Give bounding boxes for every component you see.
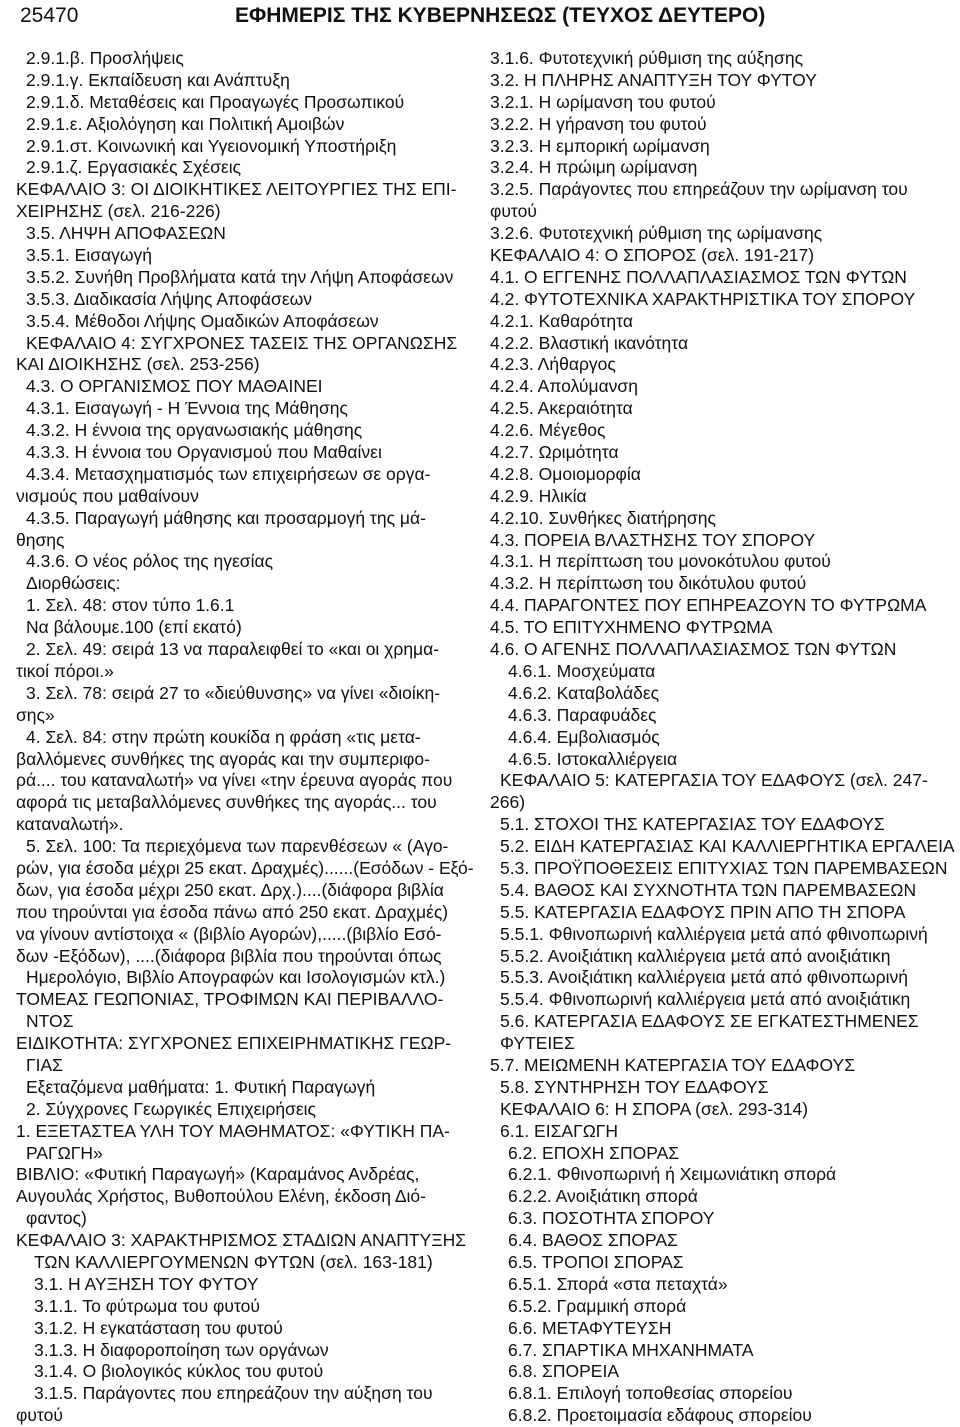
right-column-line: 4.2.7. Ωριμότητα: [490, 442, 619, 463]
left-column-line: ΝΤΟΣ: [26, 1011, 74, 1032]
right-column-line: ΚΕΦΑΛΑΙΟ 4: Ο ΣΠΟΡΟΣ (σελ. 191-217): [490, 245, 815, 266]
left-column-line: Ημερολόγιο, Βιβλίο Απογραφών και Ισολογισμών κτλ.): [26, 967, 446, 988]
left-column-line: 2. Σελ. 49: σειρά 13 να παραλειφθεί το «και οι χρημα-: [26, 639, 440, 660]
left-column-line: 3.1.4. Ο βιολογικός κύκλος του φυτού: [34, 1361, 324, 1382]
right-column-line: 6.8.1. Επιλογή τοποθεσίας σπορείου: [508, 1383, 793, 1404]
left-column-line: 4.3.1. Εισαγωγή - Η Έννοια της Μάθησης: [26, 398, 348, 419]
left-column-line: 4. Σελ. 84: στην πρώτη κουκίδα η φράση «τις μετα-: [26, 726, 421, 747]
left-column-line: 3.1.1. Το φύτρωμα του φυτού: [34, 1295, 260, 1316]
left-column-line: 3.1.3. Η διαφοροποίηση των οργάνων: [34, 1339, 329, 1360]
right-column: [490, 48, 960, 1427]
left-column-line: 3.5. ΛΗΨΗ ΑΠΟΦΑΣΕΩΝ: [26, 223, 226, 244]
right-column-line: 6.5.1. Σπορά «στα πεταχτά»: [508, 1273, 728, 1294]
right-column-line: 4.5. ΤΟ ΕΠΙΤΥΧΗΜΕΝΟ ΦΥΤΡΩΜΑ: [490, 617, 773, 638]
right-column-line: 4.6.3. Παραφυάδες: [508, 704, 657, 725]
right-column-line: 5.1. ΣΤΟΧΟΙ ΤΗΣ ΚΑΤΕΡΓΑΣΙΑΣ ΤΟΥ ΕΔΑΦΟΥΣ: [500, 814, 885, 835]
left-column-line: που τηρούνται για έσοδα πάνω από 250 εκατ. Δραχμές): [16, 901, 449, 922]
left-column-line: δων -Εξόδων), ....(διάφορα βιβλία που τηρούνται όπως: [16, 945, 442, 966]
right-column-line: 266): [490, 792, 526, 813]
left-column-line: 2.9.1.γ. Εκπαίδευση και Ανάπτυξη: [26, 69, 290, 90]
left-column-line: ΚΑΙ ΔΙΟΙΚΗΣΗΣ (σελ. 253-256): [16, 354, 260, 375]
right-column-line: 5.7. ΜΕΙΩΜΕΝΗ ΚΑΤΕΡΓΑΣΙΑ ΤΟΥ ΕΔΑΦΟΥΣ: [490, 1054, 856, 1075]
right-column-line: 3.2.3. Η εμπορική ωρίμανση: [490, 135, 710, 156]
left-column-line: Να βάλουμε.100 (επί εκατό): [26, 617, 242, 638]
left-column-line: 4.3.5. Παραγωγή μάθησης και προσαρμογή της μά-: [26, 507, 426, 528]
right-column-line: 4.3. ΠΟΡΕΙΑ ΒΛΑΣΤΗΣΗΣ ΤΟΥ ΣΠΟΡΟΥ: [490, 529, 816, 550]
right-column-line: 5.5.2. Ανοιξιάτικη καλλιέργεια μετά από ανοιξιάτικη: [500, 945, 891, 966]
right-column-line: 4.1. Ο ΕΓΓΕΝΗΣ ΠΟΛΛΑΠΛΑΣΙΑΣΜΟΣ ΤΩΝ ΦΥΤΩΝ: [490, 266, 907, 287]
left-column-line: 3.5.2. Συνήθη Προβλήματα κατά την Λήψη Αποφάσεων: [26, 266, 454, 287]
right-column-line: 6.3. ΠΟΣΟΤΗΤΑ ΣΠΟΡΟΥ: [508, 1208, 715, 1229]
left-column-line: ΚΕΦΑΛΑΙΟ 4: ΣΥΓΧΡΟΝΕΣ ΤΑΣΕΙΣ ΤΗΣ ΟΡΓΑΝΩΣΗΣ: [26, 332, 458, 353]
right-column-line: φυτού: [490, 201, 537, 222]
right-column-line: 4.2.3. Λήθαργος: [490, 354, 616, 375]
right-column-line: 6.6. ΜΕΤΑΦΥΤΕΥΣΗ: [508, 1317, 672, 1338]
right-column-line: 4.6.5. Ιστοκαλλιέργεια: [508, 748, 678, 769]
left-column-line: καταναλωτή».: [16, 814, 124, 835]
left-column-line: 4.3. Ο ΟΡΓΑΝΙΣΜΟΣ ΠΟΥ ΜΑΘΑΙΝΕΙ: [26, 376, 323, 397]
right-column-line: 6.5.2. Γραμμική σπορά: [508, 1295, 687, 1316]
right-column-line: 5.5.4. Φθινοπωρινή καλλιέργεια μετά από ανοιξιάτικη: [500, 989, 911, 1010]
left-column-line: ΧΕΙΡΗΣΗΣ (σελ. 216-226): [16, 201, 221, 222]
right-column-line: 3.1.6. Φυτοτεχνική ρύθμιση της αύξησης: [490, 48, 804, 68]
left-column-line: 3.1.2. Η εγκατάσταση του φυτού: [34, 1317, 283, 1338]
left-column-line: ρά.... του καταναλωτή» να γίνει «την έρευνα αγοράς που: [16, 770, 453, 791]
left-column-line: φαντος): [26, 1208, 87, 1229]
right-column-line: 6.5. ΤΡΟΠΟΙ ΣΠΟΡΑΣ: [508, 1251, 684, 1272]
left-column-line: ΚΕΦΑΛΑΙΟ 3: ΟΙ ΔΙΟΙΚΗΤΙΚΕΣ ΛΕΙΤΟΥΡΓΙΕΣ ΤΗΣ ΕΠΙ-: [16, 179, 457, 200]
left-column-line: Διορθώσεις:: [26, 573, 121, 594]
left-column-line: 4.3.3. Η έννοια του Οργανισμού που Μαθαίνει: [26, 442, 382, 463]
right-column-line: 3.2.2. Η γήρανση του φυτού: [490, 113, 707, 134]
right-column-line: 3.2.6. Φυτοτεχνική ρύθμιση της ωρίμανσης: [490, 223, 823, 244]
right-column-line: 6.2.2. Ανοιξιάτικη σπορά: [508, 1186, 698, 1207]
right-column-line: 3.2.4. Η πρώιμη ωρίμανση: [490, 157, 698, 178]
right-column-line: 5.3. ΠΡΟΫΠΟΘΕΣΕΙΣ ΕΠΙΤΥΧΙΑΣ ΤΩΝ ΠΑΡΕΜΒΑΣΕΩΝ: [500, 857, 948, 878]
right-column-line: 5.4. ΒΑΘΟΣ ΚΑΙ ΣΥΧΝΟΤΗΤΑ ΤΩΝ ΠΑΡΕΜΒΑΣΕΩΝ: [500, 879, 917, 900]
right-column-line: 4.2.1. Καθαρότητα: [490, 310, 633, 331]
left-column-line: βαλλόμενες συνθήκες της αγοράς και την συμπεριφο-: [16, 748, 430, 769]
left-column-line: ρών, για έσοδα μέχρι 25 εκατ. Δραχμές)......(Εσόδων - Εξό-: [16, 857, 474, 878]
left-column-line: σης»: [16, 704, 55, 725]
left-column-line: 3.1.5. Παράγοντες που επηρεάζουν την αύξηση του: [34, 1383, 433, 1404]
right-column-line: 4.4. ΠΑΡΑΓΟΝΤΕΣ ΠΟΥ ΕΠΗΡΕΑΖΟΥΝ ΤΟ ΦΥΤΡΩΜΑ: [490, 595, 927, 616]
right-column-line: 4.6.4. Εμβολιασμός: [508, 726, 660, 747]
right-column-line: 5.8. ΣΥΝΤΗΡΗΣΗ ΤΟΥ ΕΔΑΦΟΥΣ: [500, 1076, 769, 1097]
left-column-line: 1. ΕΞΕΤΑΣΤΕΑ ΥΛΗ ΤΟΥ ΜΑΘΗΜΑΤΟΣ: «ΦΥΤΙΚΗ ΠΑ-: [16, 1120, 450, 1141]
right-column-line: 6.8. ΣΠΟΡΕΙΑ: [508, 1361, 619, 1382]
right-column-line: 4.2. ΦΥΤΟΤΕΧΝΙΚΑ ΧΑΡΑΚΤΗΡΙΣΤΙΚΑ ΤΟΥ ΣΠΟΡΟΥ: [490, 288, 916, 309]
right-column-line: 5.5. ΚΑΤΕΡΓΑΣΙΑ ΕΔΑΦΟΥΣ ΠΡΙΝ ΑΠΟ ΤΗ ΣΠΟΡΑ: [500, 901, 906, 922]
left-column-line: δων, για έσοδα μέχρι 250 εκατ. Δρχ.)....(διάφορα βιβλία: [16, 879, 444, 900]
right-column-line: 4.6.1. Μοσχεύματα: [508, 660, 656, 681]
left-column-line: 3.5.1. Εισαγωγή: [26, 245, 153, 266]
right-column-line: 5.2. ΕΙΔΗ ΚΑΤΕΡΓΑΣΙΑΣ ΚΑΙ ΚΑΛΛΙΕΡΓΗΤΙΚΑ ΕΡΓΑΛΕΙΑ: [500, 836, 955, 857]
left-column-line: ΓΙΑΣ: [26, 1054, 63, 1075]
left-column: [16, 48, 486, 1427]
right-column-line: 3.2. Η ΠΛΗΡΗΣ ΑΝΑΠΤΥΞΗ ΤΟΥ ΦΥΤΟΥ: [490, 69, 817, 90]
right-column-line: 4.3.1. Η περίπτωση του μονοκότυλου φυτού: [490, 551, 831, 572]
left-column-line: 4.3.6. Ο νέος ρόλος της ηγεσίας: [26, 551, 274, 572]
left-column-line: ΚΕΦΑΛΑΙΟ 3: ΧΑΡΑΚΤΗΡΙΣΜΟΣ ΣΤΑΔΙΩΝ ΑΝΑΠΤΥΞΗΣ: [16, 1230, 467, 1251]
right-column-line: 4.2.2. Βλαστική ικανότητα: [490, 332, 689, 353]
right-column-line: ΚΕΦΑΛΑΙΟ 6: Η ΣΠΟΡΑ (σελ. 293-314): [500, 1098, 809, 1119]
left-column-line: 2.9.1.δ. Μεταθέσεις και Προαγωγές Προσωπικού: [26, 91, 405, 112]
right-column-line: ΦΥΤΕΙΕΣ: [500, 1033, 575, 1054]
right-column-line: 5.6. ΚΑΤΕΡΓΑΣΙΑ ΕΔΑΦΟΥΣ ΣΕ ΕΓΚΑΤΕΣΤΗΜΕΝΕΣ: [500, 1011, 919, 1032]
left-column-line: τικοί πόροι.»: [16, 660, 114, 681]
left-column-line: 2. Σύγχρονες Γεωργικές Επιχειρήσεις: [26, 1098, 316, 1119]
right-column-line: 6.4. ΒΑΘΟΣ ΣΠΟΡΑΣ: [508, 1230, 678, 1251]
left-column-line: 3.5.3. Διαδικασία Λήψης Αποφάσεων: [26, 288, 313, 309]
left-column-line: 4.3.4. Μετασχηματισμός των επιχειρήσεων σε οργα-: [26, 463, 431, 484]
right-column-line: 5.5.3. Ανοιξιάτικη καλλιέργεια μετά από φθινοπωρινή: [500, 967, 908, 988]
right-column-line: 4.6.2. Καταβολάδες: [508, 682, 660, 703]
page-number: 25470: [20, 4, 79, 27]
right-column-line: 3.2.1. Η ωρίμανση του φυτού: [490, 91, 716, 112]
left-column-line: νισμούς που μαθαίνουν: [16, 485, 199, 506]
left-column-line: φυτού: [16, 1405, 63, 1426]
right-column-line: 6.1. ΕΙΣΑΓΩΓΗ: [500, 1120, 619, 1141]
right-column-line: 6.8.2. Προετοιμασία εδάφους σπορείου: [508, 1405, 812, 1426]
left-column-line: 2.9.1.β. Προσλήψεις: [26, 48, 184, 68]
left-column-line: ΒΙΒΛΙΟ: «Φυτική Παραγωγή» (Καραμάνος Ανδρέας,: [16, 1164, 420, 1185]
left-column-line: 3. Σελ. 78: σειρά 27 το «διεύθυνσης» να γίνει «διοίκη-: [26, 682, 441, 703]
left-column-line: 2.9.1.ζ. Εργασιακές Σχέσεις: [26, 157, 242, 178]
left-column-line: 4.3.2. Η έννοια της οργανωσιακής μάθησης: [26, 420, 363, 441]
left-column-line: 5. Σελ. 100: Τα περιεχόμενα των παρενθέσεων « (Αγο-: [26, 836, 449, 857]
right-column-line: 4.3.2. Η περίπτωση του δικότυλου φυτού: [490, 573, 807, 594]
right-column-line: 4.6. Ο ΑΓΕΝΗΣ ΠΟΛΛΑΠΛΑΣΙΑΣΜΟΣ ΤΩΝ ΦΥΤΩΝ: [490, 639, 897, 660]
left-column-line: ΕΙΔΙΚΟΤΗΤΑ: ΣΥΓΧΡΟΝΕΣ ΕΠΙΧΕΙΡΗΜΑΤΙΚΗΣ ΓΕΩΡ-: [16, 1033, 452, 1054]
page-header: [10, 0, 950, 40]
right-column-line: 4.2.9. Ηλικία: [490, 485, 587, 506]
right-column-line: 4.2.6. Μέγεθος: [490, 420, 606, 441]
right-column-line: 6.2.1. Φθινοπωρινή ή Χειμωνιάτικη σπορά: [508, 1164, 837, 1185]
left-column-line: ΡΑΓΩΓΗ»: [26, 1142, 103, 1163]
right-column-line: 4.2.4. Απολύμανση: [490, 376, 638, 397]
left-column-line: ΤΩΝ ΚΑΛΛΙΕΡΓΟΥΜΕΝΩΝ ΦΥΤΩΝ (σελ. 163-181): [34, 1251, 433, 1272]
left-column-line: 1. Σελ. 48: στον τύπο 1.6.1: [26, 595, 235, 616]
left-column-line: Αυγουλάς Χρήστος, Βυθοπούλου Ελένη, έκδοση Διό-: [16, 1186, 426, 1207]
right-column-line: 5.5.1. Φθινοπωρινή καλλιέργεια μετά από φθινοπωρινή: [500, 923, 928, 944]
right-column-line: 6.2. ΕΠΟΧΗ ΣΠΟΡΑΣ: [508, 1142, 680, 1163]
right-column-line: 4.2.10. Συνθήκες διατήρησης: [490, 507, 716, 528]
right-column-line: 4.2.8. Ομοιομορφία: [490, 463, 641, 484]
left-column-line: να γίνουν αντίστοιχα « (βιβλίο Αγορών),.....(βιβλίο Εσό-: [16, 923, 442, 944]
left-column-line: Εξεταζόμενα μαθήματα: 1. Φυτική Παραγωγή: [26, 1076, 376, 1097]
right-column-line: 4.2.5. Ακεραιότητα: [490, 398, 633, 419]
left-column-line: θησης: [16, 529, 65, 550]
left-column-line: 2.9.1.στ. Κοινωνική και Υγειονομική Υποστήριξη: [26, 135, 397, 156]
left-column-line: ΤΟΜΕΑΣ ΓΕΩΠΟΝΙΑΣ, ΤΡΟΦΙΜΩΝ ΚΑΙ ΠΕΡΙΒΑΛΛΟ-: [16, 989, 444, 1010]
left-column-line: 3.1. Η ΑΥΞΗΣΗ ΤΟΥ ΦΥΤΟΥ: [34, 1273, 259, 1294]
right-column-line: ΚΕΦΑΛΑΙΟ 5: ΚΑΤΕΡΓΑΣΙΑ ΤΟΥ ΕΔΑΦΟΥΣ (σελ. 247-: [500, 770, 928, 791]
gazette-title: ΕΦΗΜΕΡΙΣ ΤΗΣ ΚΥΒΕΡΝΗΣΕΩΣ (ΤΕΥΧΟΣ ΔΕΥΤΕΡΟ): [235, 4, 766, 27]
left-column-line: αφορά τις μεταβαλλόμενες συνθήκες της αγοράς... του: [16, 792, 437, 813]
left-column-line: 3.5.4. Μέθοδοι Λήψης Ομαδικών Αποφάσεων: [26, 310, 379, 331]
right-column-line: 6.7. ΣΠΑΡΤΙΚΑ ΜΗΧΑΝΗΜΑΤΑ: [508, 1339, 754, 1360]
right-column-line: 3.2.5. Παράγοντες που επηρεάζουν την ωρίμανση του: [490, 179, 908, 200]
left-column-line: 2.9.1.ε. Αξιολόγηση και Πολιτική Αμοιβών: [26, 113, 345, 134]
